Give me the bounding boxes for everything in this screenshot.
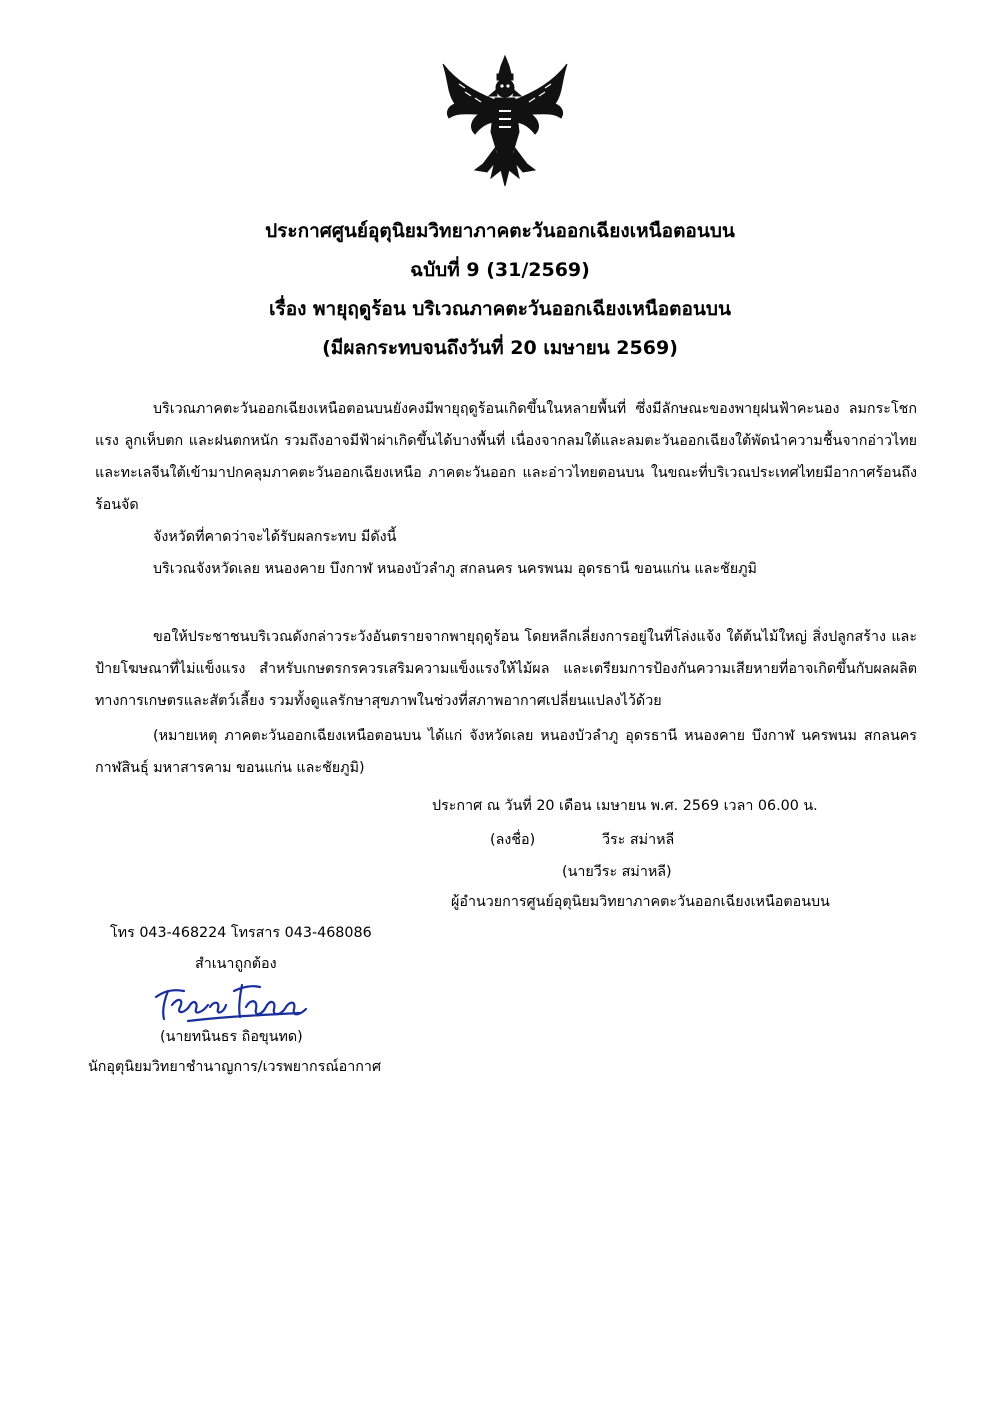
title-line-issue-number: ฉบับที่ 9 (31/2569)	[410, 259, 590, 281]
signer-position: ผู้อำนวยการศูนย์อุตุนิยมวิทยาภาคตะวันออกเฉียงเหนือตอนบน	[451, 894, 830, 910]
announcement-date: ประกาศ ณ วันที่ 20 เดือน เมษายน พ.ศ. 2569 เวลา 06.00 น.	[432, 798, 818, 814]
body-section-situation	[95, 393, 917, 585]
signer-full-name: (นายวีระ สม่าหลี)	[562, 864, 672, 880]
signer-name: วีระ สม่าหลี	[602, 832, 675, 848]
signed-label: (ลงชื่อ)	[490, 832, 536, 848]
handwritten-signature-icon	[150, 977, 315, 1027]
certifier-position: นักอุตุนิยมวิทยาชำนาญการ/เวรพยากรณ์อากาศ	[88, 1059, 382, 1075]
phone-fax: โทร 043-468224 โทรสาร 043-468086	[110, 925, 372, 941]
title-line-subject: เรื่อง พายุฤดูร้อน บริเวณภาคตะวันออกเฉียงเหนือตอนบน	[269, 298, 731, 320]
body-section-advice	[95, 621, 917, 717]
provinces-heading: จังหวัดที่คาดว่าจะได้รับผลกระทบ มีดังนี้	[153, 529, 397, 545]
certifier-name: (นายทนินธร ถิอขุนทด)	[160, 1029, 303, 1045]
certified-copy-label: สำเนาถูกต้อง	[195, 956, 277, 972]
title-line-effective-date: (มีผลกระทบจนถึงวันที่ 20 เมษายน 2569)	[322, 337, 678, 359]
paragraph-advice: ขอให้ประชาชนบริเวณดังกล่าวระวังอันตรายจากพายุฤดูร้อน โดยหลีกเลี่ยงการอยู่ในที่โล่งแจ้ง ใต้ต้นไม้ใหญ่ สิ่งปลูกสร้าง และป้ายโฆษณาที่ไม่แข็งแรง สำหรับเกษตรกรควรเสริมความแข็งแรงให้ไม้ผล และเตรียมการป้องกันความเสียหายที่อาจเกิดขึ้นกับผลผลิตทางการเกษตรและสัตว์เลี้ยง รวมทั้งดูแลรักษาสุขภาพในช่วงที่สภาพอากาศเปลี่ยนแปลงไว้ด้วย	[95, 629, 917, 709]
paragraph-note: (หมายเหตุ ภาคตะวันออกเฉียงเหนือตอนบน ได้แก่ จังหวัดเลย หนองบัวลำภู อุดรธานี หนองคาย บึงกาฬ นครพนม สกลนคร กาฬสินธุ์ มหาสารคาม ขอนแก่น และชัยภูมิ)	[95, 728, 917, 776]
provinces-list: บริเวณจังหวัดเลย หนองคาย บึงกาฬ หนองบัวลำภู สกลนคร นครพนม อุดรธานี ขอนแก่น และชัยภูมิ	[153, 561, 757, 577]
title-line-organization: ประกาศศูนย์อุตุนิยมวิทยาภาคตะวันออกเฉียงเหนือตอนบน	[265, 220, 735, 242]
garuda-emblem-icon	[435, 52, 575, 192]
paragraph-situation: บริเวณภาคตะวันออกเฉียงเหนือตอนบนยังคงมีพายุฤดูร้อนเกิดขึ้นในหลายพื้นที่ ซึ่งมีลักษณะของพายุฝนฟ้าคะนอง ลมกระโชกแรง ลูกเห็บตก และฝนตกหนัก รวมถึงอาจมีฟ้าผ่าเกิดขึ้นได้บางพื้นที่ เนื่องจากลมใต้และลมตะวันออกเฉียงใต้พัดนำความชื้นจากอ่าวไทยและทะเลจีนใต้เข้ามาปกคลุมภาคตะวันออกเฉียงเหนือ ภาคตะวันออก และอ่าวไทยตอนบน ในขณะที่บริเวณประเทศไทยมีอากาศร้อนถึงร้อนจัด	[95, 401, 917, 513]
body-section-note	[95, 720, 917, 784]
announcement-title	[0, 212, 1000, 368]
